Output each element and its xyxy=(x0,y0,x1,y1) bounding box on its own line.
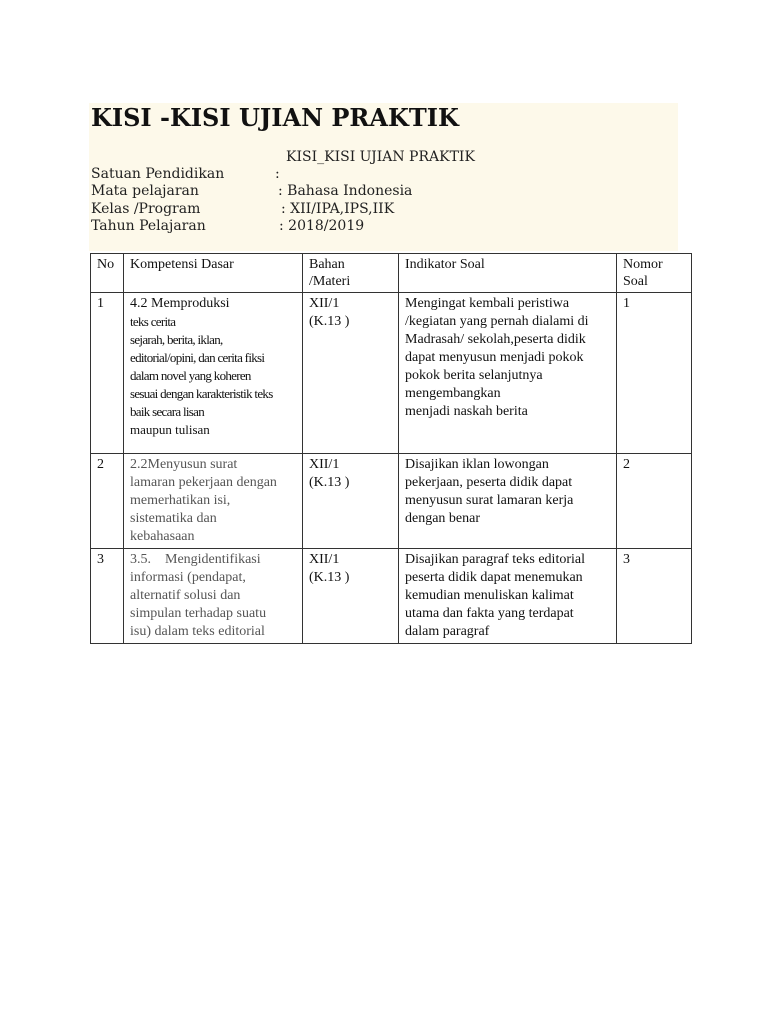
cell-kompetensi-dasar xyxy=(124,454,303,549)
kd-line: editorial/opini, dan cerita fiksi xyxy=(130,350,265,365)
table-row xyxy=(91,454,692,549)
indikator-line: /kegiatan yang pernah dialami di xyxy=(405,314,589,329)
indikator-line: dengan benar xyxy=(405,511,481,526)
info-value: : xyxy=(275,166,280,182)
table-header-row xyxy=(91,254,692,293)
header-line: Soal xyxy=(623,274,648,289)
kd-line: alternatif solusi dan xyxy=(130,588,241,603)
kd-line: informasi (pendapat, xyxy=(130,570,246,585)
header-bahan-materi xyxy=(303,254,399,293)
indikator-line: peserta didik dapat menemukan xyxy=(405,570,583,585)
indikator-line: Disajikan iklan lowongan xyxy=(405,457,549,472)
kd-line: sejarah, berita, iklan, xyxy=(130,332,223,347)
header-line: Bahan xyxy=(309,257,345,272)
table-row xyxy=(91,293,692,454)
document-subtitle: KISI_KISI UJIAN PRAKTIK xyxy=(286,149,475,165)
indikator-line: pokok berita selanjutnya xyxy=(405,368,543,383)
indikator-line: kemudian menuliskan kalimat xyxy=(405,588,574,603)
cell-no: 2 xyxy=(91,454,124,549)
bahan-line: (K.13 ) xyxy=(309,314,350,329)
indikator-line: utama dan fakta yang terdapat xyxy=(405,606,574,621)
info-row-satuan xyxy=(91,166,280,183)
info-row-tahun xyxy=(91,218,365,235)
kd-line: memerhatikan isi, xyxy=(130,493,231,508)
info-label: Kelas /Program xyxy=(91,201,201,217)
header-line: Nomor xyxy=(623,257,663,272)
info-row-mapel xyxy=(91,183,413,200)
header-kompetensi-dasar: Kompetensi Dasar xyxy=(124,254,303,293)
bahan-line: XII/1 xyxy=(309,296,340,311)
indikator-line: mengembangkan xyxy=(405,386,501,401)
info-value: : Bahasa Indonesia xyxy=(278,183,413,199)
kd-line: 3.5. Mengidentifikasi xyxy=(130,552,261,567)
info-row-kelas xyxy=(91,201,395,218)
kd-line: sistematika dan xyxy=(130,511,217,526)
cell-bahan-materi xyxy=(303,454,399,549)
indikator-line: Madrasah/ sekolah,peserta didik xyxy=(405,332,586,347)
kd-line: lamaran pekerjaan dengan xyxy=(130,475,277,490)
bahan-line: XII/1 xyxy=(309,552,340,567)
info-label: Tahun Pelajaran xyxy=(91,218,206,234)
indikator-line: Mengingat kembali peristiwa xyxy=(405,296,570,311)
kd-line: isu) dalam teks editorial xyxy=(130,624,265,639)
document-title: KISI -KISI UJIAN PRAKTIK xyxy=(91,103,459,132)
cell-indikator-soal xyxy=(399,293,617,454)
cell-bahan-materi xyxy=(303,549,399,644)
cell-bahan-materi xyxy=(303,293,399,454)
kd-line: 2.2Menyusun surat xyxy=(130,457,238,472)
info-value: : 2018/2019 xyxy=(279,218,365,234)
document-header xyxy=(89,103,678,251)
cell-indikator-soal xyxy=(399,454,617,549)
cell-nomor-soal: 2 xyxy=(617,454,692,549)
cell-no: 3 xyxy=(91,549,124,644)
info-value: : XII/IPA,IPS,IIK xyxy=(281,201,395,217)
indikator-line: menjadi naskah berita xyxy=(405,404,528,419)
kd-line: sesuai dengan karakteristik teks xyxy=(130,386,273,401)
header-line: /Materi xyxy=(309,274,351,289)
bahan-line: (K.13 ) xyxy=(309,570,350,585)
kd-line: simpulan terhadap suatu xyxy=(130,606,267,621)
kd-line: 4.2 Memproduksi xyxy=(130,296,230,311)
indikator-line: pekerjaan, peserta didik dapat xyxy=(405,475,573,490)
bahan-line: (K.13 ) xyxy=(309,475,350,490)
cell-nomor-soal: 1 xyxy=(617,293,692,454)
kd-line: kebahasaan xyxy=(130,529,195,544)
kd-line: dalam novel yang koheren xyxy=(130,368,251,383)
cell-kompetensi-dasar xyxy=(124,293,303,454)
cell-kompetensi-dasar xyxy=(124,549,303,644)
indikator-line: Disajikan paragraf teks editorial xyxy=(405,552,585,567)
cell-indikator-soal xyxy=(399,549,617,644)
bahan-line: XII/1 xyxy=(309,457,340,472)
header-no: No xyxy=(91,254,124,293)
kd-line: teks cerita xyxy=(130,314,176,329)
cell-no: 1 xyxy=(91,293,124,454)
info-label: Satuan Pendidikan xyxy=(91,166,225,182)
table-row xyxy=(91,549,692,644)
indikator-line: dalam paragraf xyxy=(405,624,490,639)
kisi-table xyxy=(90,253,692,644)
cell-nomor-soal: 3 xyxy=(617,549,692,644)
kd-line: maupun tulisan xyxy=(130,422,210,437)
indikator-line: menyusun surat lamaran kerja xyxy=(405,493,574,508)
info-label: Mata pelajaran xyxy=(91,183,199,199)
header-indikator-soal: Indikator Soal xyxy=(399,254,617,293)
indikator-line: dapat menyusun menjadi pokok xyxy=(405,350,584,365)
header-nomor-soal xyxy=(617,254,692,293)
kd-line: baik secara lisan xyxy=(130,404,205,419)
